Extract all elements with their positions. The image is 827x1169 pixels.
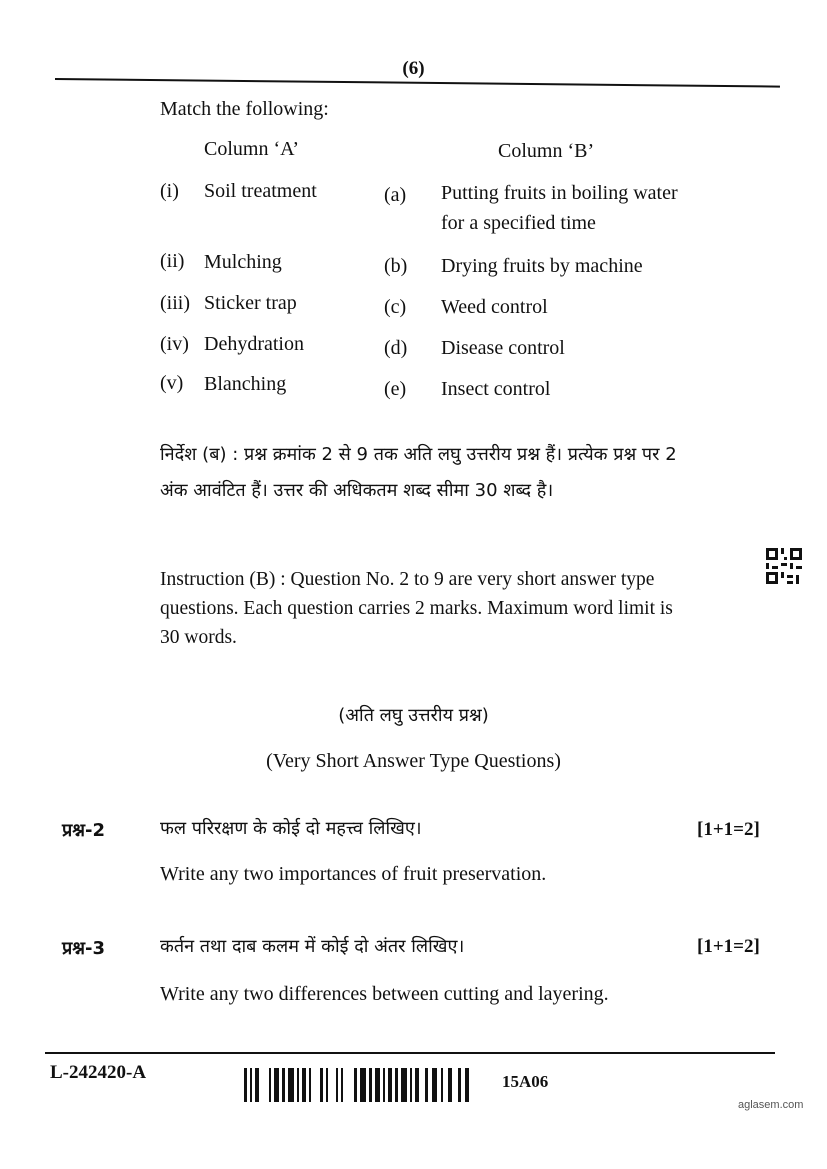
instruction-b-english: Instruction (B) : Question No. 2 to 9 are very short answer type questions. Each question carries 2 marks. Maximum word limit is 30 words.: [160, 569, 673, 648]
row-3-column-b: Weed control: [441, 296, 548, 318]
row-4-letter: (d): [384, 337, 408, 359]
qr-code-icon: [766, 548, 802, 584]
series-code: 15A06: [502, 1072, 549, 1091]
page-number: (6): [402, 58, 425, 79]
row-5-letter: (e): [384, 378, 407, 400]
row-2-roman: (ii): [160, 250, 185, 272]
question-2-english: Write any two importances of fruit preservation.: [160, 863, 547, 885]
row-3-roman: (iii): [160, 292, 190, 314]
row-4-roman: (iv): [160, 333, 189, 355]
row-1-column-a: Soil treatment: [204, 180, 317, 202]
question-2-label: प्रश्न-2: [62, 820, 105, 841]
row-1-column-b: Putting fruits in boiling water for a specified time: [441, 182, 678, 234]
question-3-english: Write any two differences between cutting and layering.: [160, 983, 609, 1005]
question-2-marks: [1+1=2]: [697, 819, 760, 840]
row-2-column-a: Mulching: [204, 251, 282, 273]
barcode-icon: [244, 1068, 470, 1102]
row-5-roman: (v): [160, 372, 184, 394]
instruction-b-hindi: निर्देश (ब) : प्रश्न क्रमांक 2 से 9 तक अति लघु उत्तरीय प्रश्न हैं। प्रत्येक प्रश्न पर 2 अंक आवंटित हैं। उत्तर की अधिकतम शब्द सीमा 30 शब्द है।: [160, 444, 677, 501]
row-4-column-a: Dehydration: [204, 333, 304, 355]
paper-code: L-242420-A: [50, 1062, 147, 1083]
row-1-letter: (a): [384, 184, 407, 206]
column-b-title: Column ‘B’: [498, 140, 595, 162]
question-3-marks: [1+1=2]: [697, 936, 760, 957]
section-title-english: (Very Short Answer Type Questions): [266, 750, 561, 772]
question-3-hindi: कर्तन तथा दाब कलम में कोई दो अंतर लिखिए।: [160, 936, 465, 957]
row-2-letter: (b): [384, 255, 408, 277]
row-1-roman: (i): [160, 180, 179, 202]
row-3-column-a: Sticker trap: [204, 292, 297, 314]
section-title-hindi: (अति लघु उत्तरीय प्रश्न): [338, 705, 489, 726]
match-intro: Match the following:: [160, 98, 329, 120]
row-3-letter: (c): [384, 296, 407, 318]
row-5-column-b: Insect control: [441, 378, 551, 400]
row-5-column-a: Blanching: [204, 373, 287, 395]
watermark: aglasem.com: [738, 1099, 804, 1111]
column-a-title: Column ‘A’: [204, 138, 299, 160]
question-2-hindi: फल परिरक्षण के कोई दो महत्त्व लिखिए।: [160, 818, 422, 839]
row-2-column-b: Drying fruits by machine: [441, 255, 643, 277]
bottom-divider: [45, 1052, 775, 1054]
question-3-label: प्रश्न-3: [62, 938, 105, 959]
row-4-column-b: Disease control: [441, 337, 565, 359]
